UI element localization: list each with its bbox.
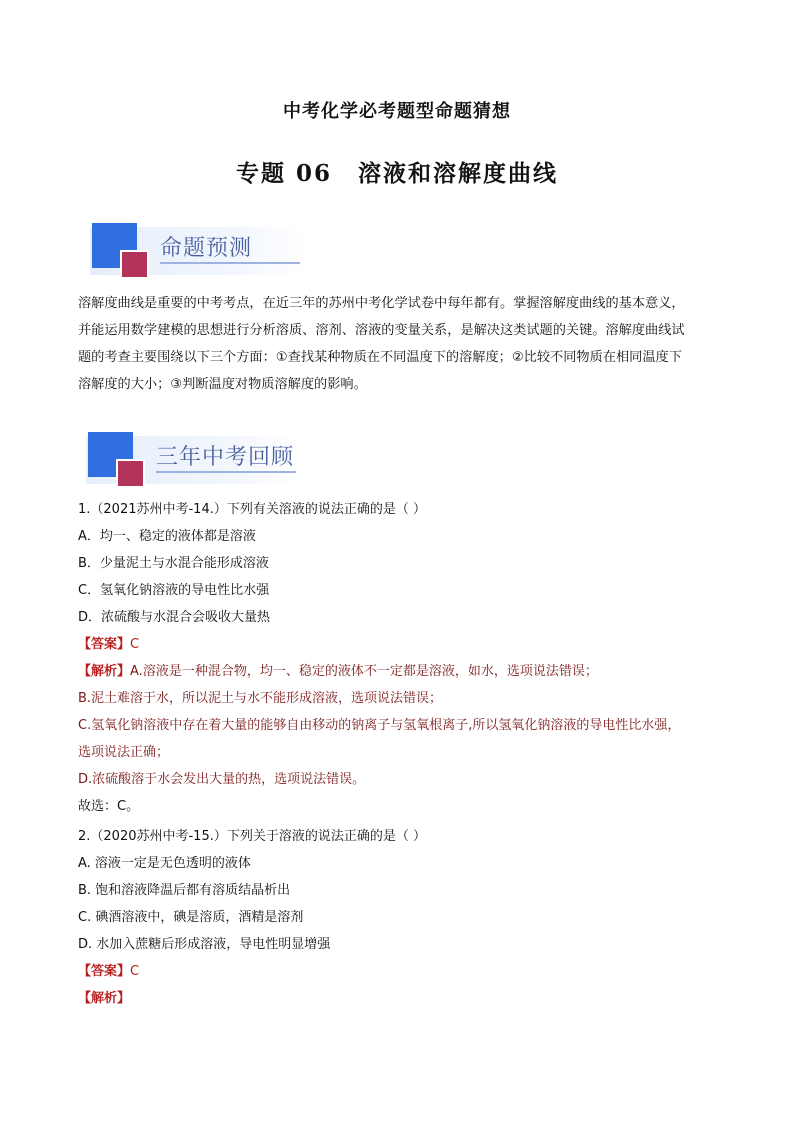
analysis-line [78,985,738,1012]
question-stem: 2.（2020苏州中考-15.）下列关于溶液的说法正确的是（ ） [78,829,426,844]
banner-label: 命题预测 [160,236,253,261]
document-header-title: 中考化学必考题型命题猜想 [283,101,511,122]
analysis-tag: 【解析】 [78,991,131,1006]
answer-tag: 【答案】 [78,964,131,979]
question-2 [78,823,738,1012]
section-banner-review [86,432,316,492]
option-c: C. 碘酒溶液中，碘是溶质，酒精是溶剂 [78,910,304,925]
analysis-line: C.氢氧化钠溶液中存在着大量的能够自由移动的钠离子与氢氧根离子,所以氢氧化钠溶液的导电性比水强， [78,718,681,733]
topic-title [0,155,794,188]
section-banner-prediction [90,223,320,283]
question-1 [78,496,738,820]
analysis-line [78,658,738,685]
option-c: C．氢氧化钠溶液的导电性比水强 [78,583,270,598]
analysis-tag: 【解析】 [78,664,131,679]
option-b: B．少量泥土与水混合能形成溶液 [78,556,269,571]
banner-underline [160,262,300,264]
answer-value: C [130,637,140,652]
banner-label: 三年中考回顾 [156,445,295,470]
option-b: B. 饱和溶液降温后都有溶质结晶析出 [78,883,291,898]
answer-value: C [130,964,140,979]
answer-tag: 【答案】 [78,637,131,652]
paragraph-line: 溶解度曲线是重要的中考考点，在近三年的苏州中考化学试卷中每年都有。掌握溶解度曲线的基本意义， [78,296,685,311]
prediction-paragraph [78,290,728,398]
option-d: D．浓硫酸与水混合会吸收大量热 [78,610,271,625]
analysis-text: A.溶液是一种混合物，均一、稳定的液体不一定都是溶液，如水，选项说法错误； [130,664,598,679]
topic-name: 溶液和溶解度曲线 [358,160,558,187]
analysis-line: 选项说法正确； [78,745,170,760]
option-d: D. 水加入蔗糖后形成溶液，导电性明显增强 [78,937,331,952]
banner-underline [156,471,296,473]
banner-red-square [120,250,149,279]
analysis-line: D.浓硫酸溶于水会发出大量的热，选项说法错误。 [78,772,366,787]
analysis-line: B.泥土难溶于水，所以泥土与水不能形成溶液，选项说法错误； [78,691,443,706]
answer-line [78,631,738,658]
paragraph-line: 溶解度的大小；③判断温度对物质溶解度的影响。 [78,377,367,392]
paragraph-line: 并能运用数学建模的思想进行分析溶质、溶剂、溶液的变量关系，是解决这类试题的关键。溶解度曲线试 [78,323,685,338]
option-a: A. 溶液一定是无色透明的液体 [78,856,251,871]
option-a: A．均一、稳定的液体都是溶液 [78,529,256,544]
question-stem: 1.（2021苏州中考-14.）下列有关溶液的说法正确的是（ ） [78,502,426,517]
conclusion-line: 故选：C。 [78,799,140,814]
topic-number: 专题 06 [235,160,332,187]
paragraph-line: 题的考查主要围绕以下三个方面：①查找某种物质在不同温度下的溶解度；②比较不同物质在相同温度下 [78,350,682,365]
banner-red-square [116,459,145,488]
answer-line [78,958,738,985]
